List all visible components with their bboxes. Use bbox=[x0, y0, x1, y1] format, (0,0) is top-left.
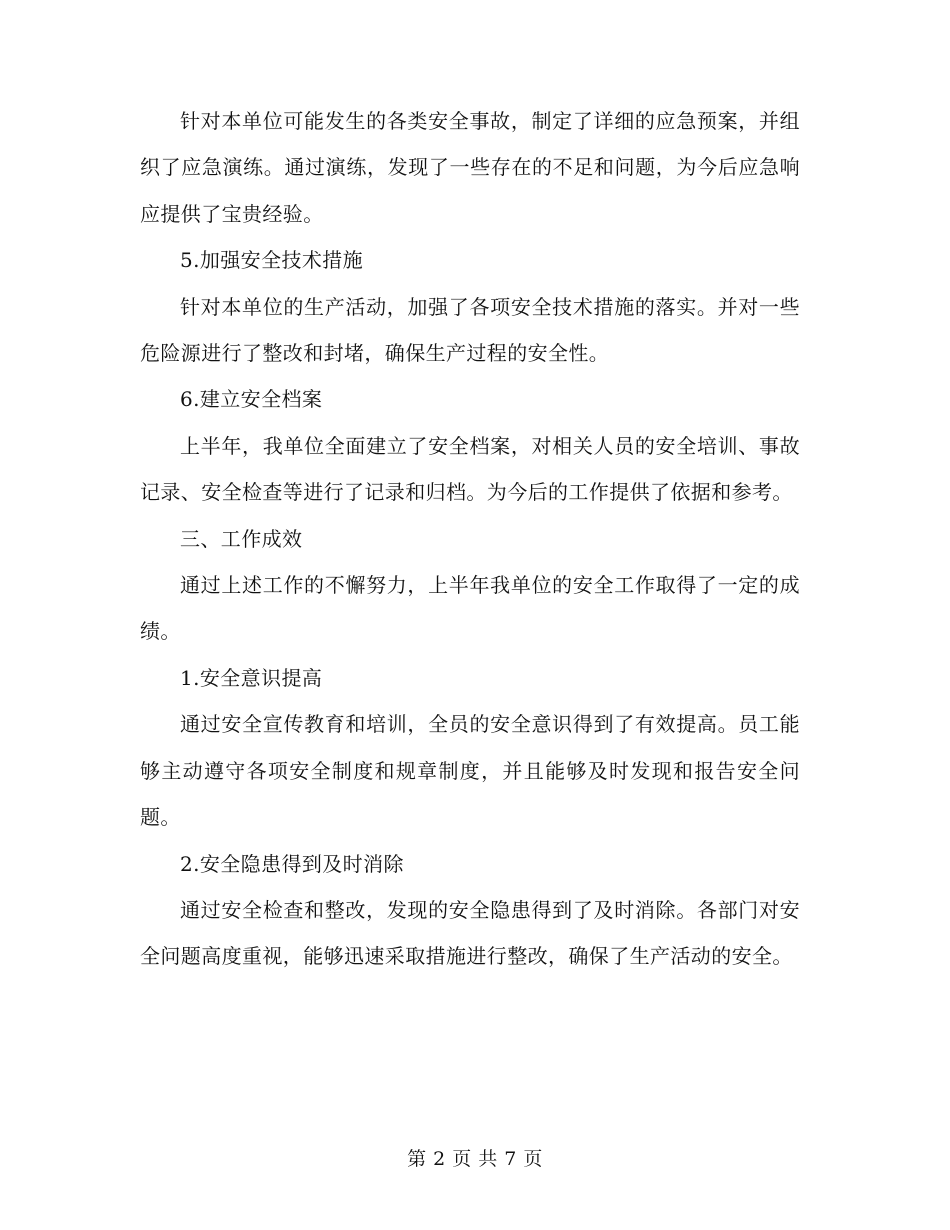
paragraph-safety-archive: 上半年，我单位全面建立了安全档案，对相关人员的安全培训、事故记录、安全检查等进行了记录和归档。为今后的工作提供了依据和参考。 bbox=[140, 433, 800, 505]
paragraph-results-intro: 通过上述工作的不懈努力，上半年我单位的安全工作取得了一定的成绩。 bbox=[140, 573, 800, 644]
section-heading-awareness: 1.安全意识提高 bbox=[180, 665, 323, 690]
paragraph-hazards: 通过安全检查和整改，发现的安全隐患得到了及时消除。各部门对安全问题高度重视，能够迅速采取措施进行整改，确保了生产活动的安全。 bbox=[140, 897, 800, 969]
section-heading-safety-archive: 6.建立安全档案 bbox=[180, 387, 323, 412]
document-body bbox=[140, 98, 800, 980]
section-heading-hazards: 2.安全隐患得到及时消除 bbox=[180, 851, 404, 876]
section-heading-results: 三、工作成效 bbox=[180, 526, 303, 551]
section-heading-safety-tech: 5.加强安全技术措施 bbox=[180, 248, 364, 273]
paragraph-emergency-plan: 针对本单位可能发生的各类安全事故，制定了详细的应急预案，并组织了应急演练。通过演练，发现了一些存在的不足和问题，为今后应急响应提供了宝贵经验。 bbox=[140, 109, 800, 226]
page-number-footer: 第 2 页 共 7 页 bbox=[407, 1148, 543, 1170]
paragraph-safety-tech: 针对本单位的生产活动，加强了各项安全技术措施的落实。并对一些危险源进行了整改和封堵，确保生产过程的安全性。 bbox=[140, 294, 800, 366]
paragraph-awareness: 通过安全宣传教育和培训，全员的安全意识得到了有效提高。员工能够主动遵守各项安全制度和规章制度，并且能够及时发现和报告安全问题。 bbox=[140, 712, 800, 830]
